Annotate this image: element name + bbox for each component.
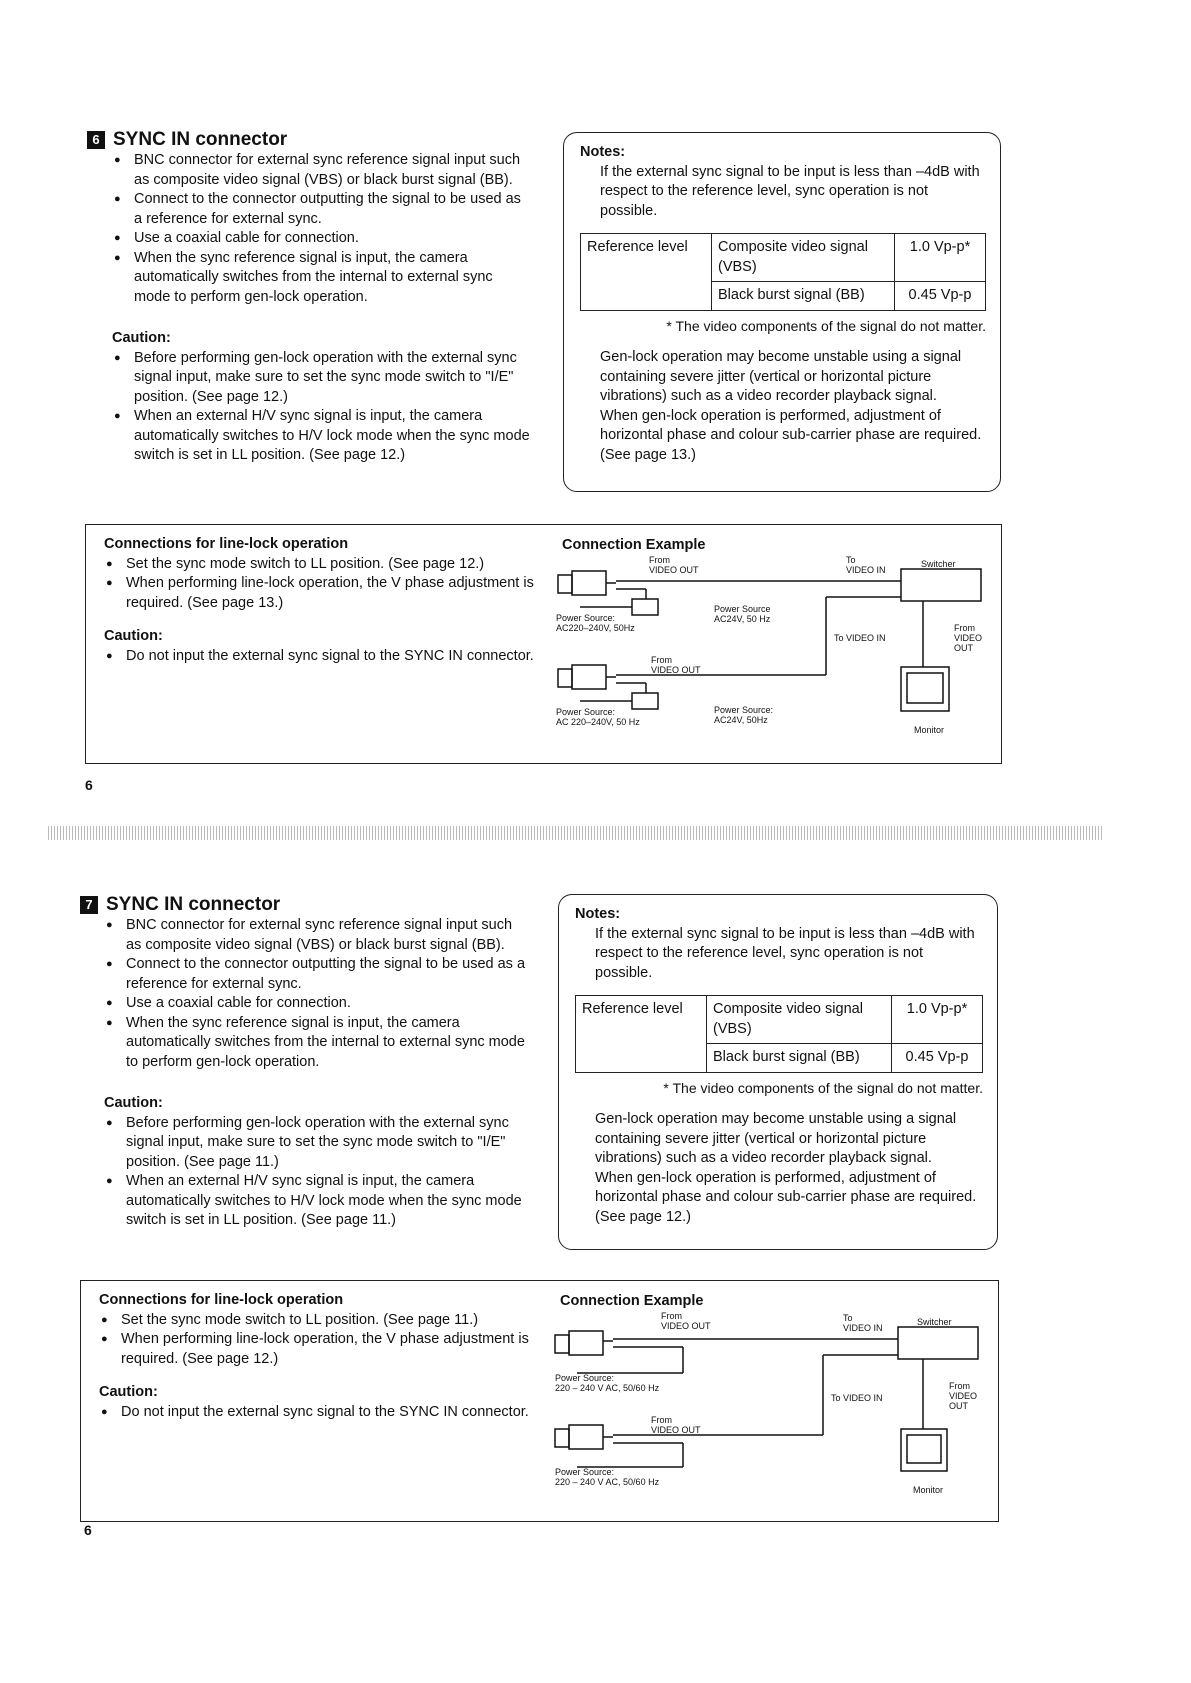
note-bullet: Gen-lock operation may become unstable using a signal containing severe jitter (vertical or horizontal picture vibrations) such as a video recorder playback signal. [595,1111,957,1166]
bullet: ● When the sync reference signal is input, the camera automatically switches from the internal to external sync mode to perform gen-lock operation. [112,249,530,308]
label-video-out-2: VIDEO OUT [651,1425,701,1435]
notes-title: Notes: [575,906,621,922]
composite-video-cell: Composite video signal (VBS) [707,996,892,1044]
label-power-source-2: Power Source [714,604,771,614]
connections-box [85,524,1002,764]
reference-level-table [575,995,983,1073]
label-from-video-out: From VIDEO OUT [954,623,983,653]
black-burst-value-cell: 0.45 Vp-p [895,282,986,311]
caution-bullet: ● When an external H/V sync signal is input, the camera automatically switches to H/V lock mode when the sync mode switch is set in LL position. (See page 11.) [104,1172,526,1231]
caution-bullet: ● When an external H/V sync signal is input, the camera automatically switches to H/V lock mode when the sync mode switch is set in LL position. (See page 12.) [112,407,530,466]
connections-bullet: ● When performing line-lock operation, the V phase adjustment is required. (See page 13.) [104,574,544,613]
bullet: ● BNC connector for external sync reference signal input such as composite video signal (VBS) or black burst signal (BB). [112,151,530,190]
composite-video-cell: Composite video signal (VBS) [712,234,895,282]
camera-2-icon [555,1429,569,1447]
camera-2-icon [558,669,572,687]
label-to-1: To [843,1313,853,1323]
connections-bullet: ● Set the sync mode switch to LL position. (See page 11.) [99,1311,539,1331]
connections-caution-title: Caution: [99,1384,158,1400]
composite-value-cell: 1.0 Vp-p* [895,234,986,282]
caution-title: Caution: [104,1095,163,1111]
section-heading [87,129,287,151]
power-adapter-2-icon [632,693,658,709]
connections-caution: ● Do not input the external sync signal to the SYNC IN connector. [104,647,544,667]
connections-caution-title: Caution: [104,628,163,644]
note-intro: If the external sync signal to be input is less than –4dB with respect to the reference level, sync operation is not possible. [595,925,975,981]
camera-2-body-icon [569,1425,603,1449]
page-number: 6 [85,777,93,793]
connections-box [80,1280,999,1522]
label-power-source-3: Power Source: [555,1467,615,1477]
bullet: ● BNC connector for external sync reference signal input such as composite video signal (VBS) or black burst signal (BB). [104,916,526,955]
label-from-2: From [651,1415,672,1425]
section-number-badge: 7 [80,896,98,914]
bullet: ● When the sync reference signal is input, the camera automatically switches from the internal to external sync mode to perform gen-lock operation. [104,1014,526,1073]
label-to-video-in: To VIDEO IN [834,633,886,643]
scan-separator [48,826,1103,840]
connections-text [104,535,544,666]
camera-2-body-icon [572,665,606,689]
label-to-1: To [846,555,856,565]
section-title: SYNC IN connector [106,894,281,915]
caution-bullet: ● Before performing gen-lock operation with the external sync signal input, make sure to set the sync mode switch to "I/E" position. (See page 11.) [104,1114,526,1173]
section-heading [80,894,280,916]
label-video-out-1: VIDEO OUT [649,565,699,575]
camera-1-icon [558,575,572,593]
label-power-source-1: Power Source: [555,1373,615,1383]
page-number: 6 [84,1522,92,1538]
camera-1-icon [555,1335,569,1353]
label-power-spec-3: 220 – 240 V AC, 50/60 Hz [555,1477,660,1487]
connections-title: Connections for line-lock operation [99,1292,344,1308]
notes-title: Notes: [580,144,626,160]
section-title: SYNC IN connector [113,129,288,150]
label-power-spec-1: 220 – 240 V AC, 50/60 Hz [555,1383,660,1393]
bullet: ● Connect to the connector outputting the signal to be used as a reference for external sync. [112,190,530,229]
connections-bullet: ● When performing line-lock operation, the V phase adjustment is required. (See page 12.) [99,1330,539,1369]
bullet: ● Use a coaxial cable for connection. [112,229,530,249]
label-video-out-1: VIDEO OUT [661,1321,711,1331]
label-monitor: Monitor [913,1485,944,1495]
connections-bullet: ● Set the sync mode switch to LL position. (See page 12.) [104,555,544,575]
reference-level-cell: Reference level [581,234,712,311]
notes-box [563,132,1001,492]
connection-example-title: Connection Example [560,1293,704,1309]
label-power-spec-3: AC 220–240V, 50 Hz [556,717,640,727]
black-burst-cell: Black burst signal (BB) [712,282,895,311]
label-from-2: From [651,655,672,665]
bullet: ● Connect to the connector outputting the signal to be used as a reference for external sync. [104,955,526,994]
note-bullet: When gen-lock operation is performed, adjustment of horizontal phase and colour sub-carrier phase are required. (See page 13.) [600,407,982,463]
table-footnote: * The video components of the signal do not matter. [666,317,986,334]
description-column [104,916,526,1231]
connections-text [99,1291,539,1422]
label-video-in-1: VIDEO IN [846,565,886,575]
label-monitor: Monitor [914,725,945,735]
label-video-in-1: VIDEO IN [843,1323,883,1333]
description-column [112,151,530,466]
bullet: ● Use a coaxial cable for connection. [104,994,526,1014]
reference-level-table [580,233,986,311]
label-power-spec-4: AC24V, 50Hz [714,715,768,725]
caution-bullet: ● Before performing gen-lock operation with the external sync signal input, make sure to set the sync mode switch to "I/E" position. (See page 12.) [112,349,530,408]
caution-title: Caution: [112,330,171,346]
black-burst-cell: Black burst signal (BB) [707,1044,892,1073]
table-footnote: * The video components of the signal do not matter. [663,1079,983,1096]
switcher-icon [898,1327,978,1359]
connections-caution: ● Do not input the external sync signal to the SYNC IN connector. [99,1403,539,1423]
note-intro: If the external sync signal to be input is less than –4dB with respect to the reference level, sync operation is not possible. [600,163,980,219]
label-power-source-4: Power Source: [714,705,774,715]
camera-1-body-icon [572,571,606,595]
label-power-spec-2: AC24V, 50 Hz [714,614,771,624]
note-bullet: When gen-lock operation is performed, adjustment of horizontal phase and colour sub-carrier phase are required. (See page 12.) [595,1169,977,1225]
notes-box [558,894,998,1250]
label-video-out-2: VIDEO OUT [651,665,701,675]
black-burst-value-cell: 0.45 Vp-p [892,1044,983,1073]
label-power-spec-1: AC220–240V, 50Hz [556,623,635,633]
label-power-source-1: Power Source: [556,613,616,623]
connections-title: Connections for line-lock operation [104,536,349,552]
power-adapter-1-icon [632,599,658,615]
label-power-source-3: Power Source: [556,707,616,717]
label-from-video-out: From VIDEO OUT [949,1381,978,1411]
reference-level-cell: Reference level [576,996,707,1073]
switcher-icon [901,569,981,601]
section-number-badge: 6 [87,131,105,149]
camera-1-body-icon [569,1331,603,1355]
label-from-1: From [649,555,670,565]
label-from-1: From [661,1311,682,1321]
label-switcher: Switcher [921,559,956,569]
composite-value-cell: 1.0 Vp-p* [892,996,983,1044]
label-switcher: Switcher [917,1317,952,1327]
note-bullet: Gen-lock operation may become unstable using a signal containing severe jitter (vertical or horizontal picture vibrations) such as a video recorder playback signal. [600,349,962,404]
label-to-video-in: To VIDEO IN [831,1393,883,1403]
connection-example-title: Connection Example [562,537,706,553]
